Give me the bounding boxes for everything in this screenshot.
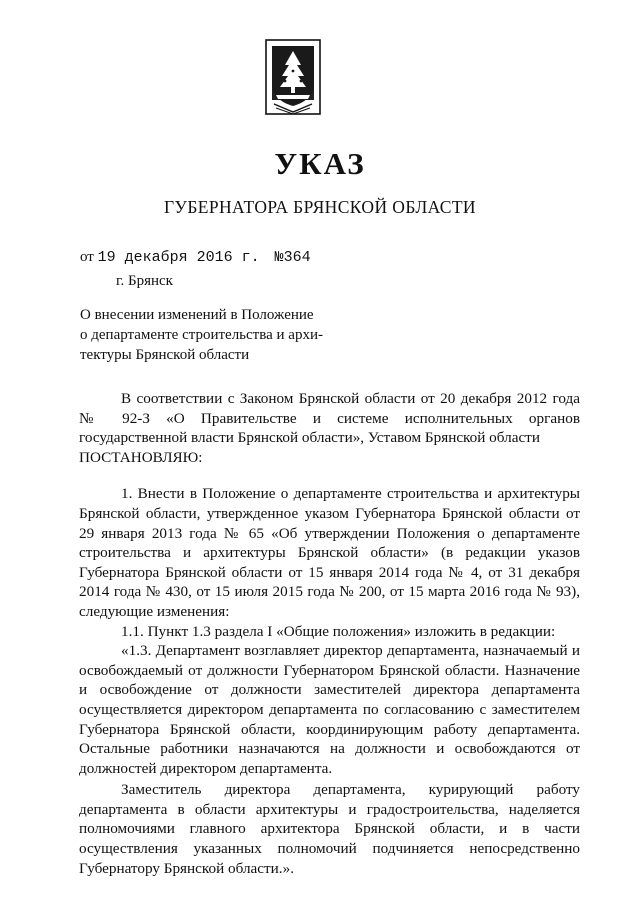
subject-line: тектуры Брянской области <box>80 347 250 363</box>
bryansk-oblast-coat-of-arms-icon <box>264 38 322 116</box>
decree-body <box>79 389 580 878</box>
decree-date: 19 декабря 2016 г. <box>97 249 260 266</box>
date-prefix: от <box>80 249 94 265</box>
decree-date-line <box>80 249 311 266</box>
subject-line: о департаменте строительства и архи- <box>80 327 323 343</box>
item-1-1-paragraph: 1.1. Пункт 1.3 раздела I «Общие положения» изложить в редакции: <box>121 622 556 640</box>
document-title: УКАЗ <box>274 146 366 181</box>
decree-city: г. Брянск <box>116 273 173 289</box>
quote-1-3-paragraph: «1.3. Департамент возглавляет директор департамента, назначаемый и освобождаемый от должности Губернатором Брянской области. Назначение и освобождение от должности заместителей директора департамента осуществляется директором департамента по согласованию с заместителем Губернатора Брянской области, координирующим работу департамента. Остальные работники назначаются на должности и освобождаются от должностей директором департамента. <box>79 642 580 777</box>
preamble-paragraph: В соответствии с Законом Брянской области от 20 декабря 2012 года № 92-З «О Правительстве и системе исполнительных органов государственной власти Брянской области», Уставом Брянской области <box>79 390 580 447</box>
decree-number: №364 <box>274 249 311 266</box>
resolve-heading: ПОСТАНОВЛЯЮ: <box>79 448 203 466</box>
decree-subject <box>80 305 336 365</box>
subject-line: О внесении изменений в Положение <box>80 307 314 323</box>
item-1-paragraph: 1. Внести в Положение о департаменте строительства и архитектуры Брянской области, утвержденное указом Губернатора Брянской области от 29 января 2013 года № 65 «Об утверждении Положения о департаменте строительства и архитектуры Брянской области» (в редакции указов Губернатора Брянской области от 15 января 2014 года № 4, от 31 декабря 2014 года № 430, от 15 июля 2015 года № 200, от 15 марта 2016 года № 93), следующие изменения: <box>79 485 580 620</box>
quote-deputy-paragraph: Заместитель директора департамента, курирующий работу департамента в области архитектуры и градостроительства, наделяется полномочиями главного архитектора Брянской области, и в части осуществления указанных полномочий подчиняется непосредственно Губернатору Брянской области.». <box>79 781 580 877</box>
document-subtitle: ГУБЕРНАТОРА БРЯНСКОЙ ОБЛАСТИ <box>164 197 476 217</box>
